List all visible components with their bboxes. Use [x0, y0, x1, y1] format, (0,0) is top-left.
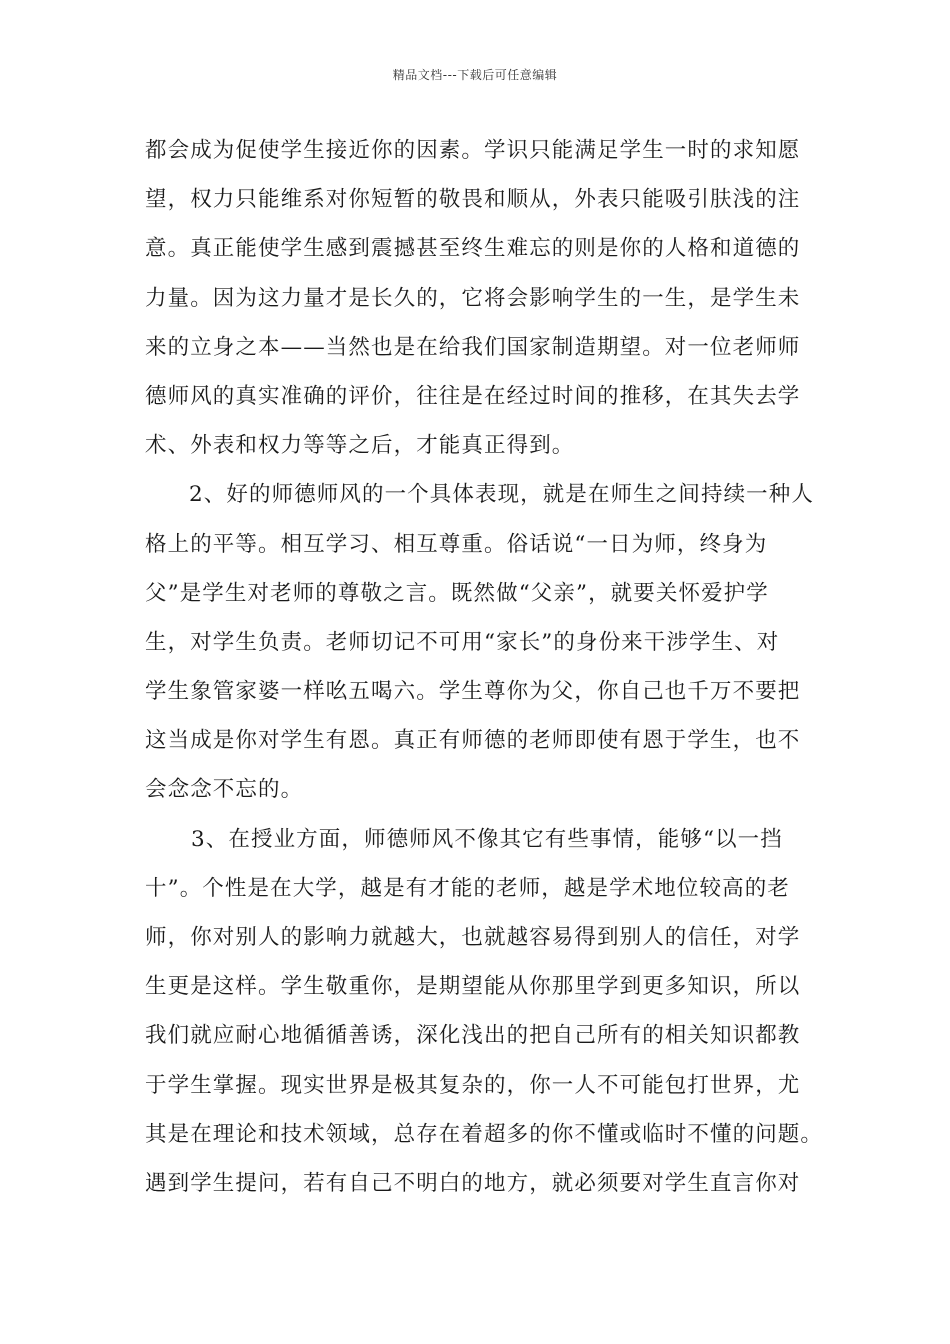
text-line: 十”。个性是在大学，越是有才能的老师，越是学术地位较高的老 — [145, 875, 790, 901]
text-line: 格上的平等。相互学习、相互尊重。俗话说“一日为师，终身为 — [145, 531, 768, 557]
text-line: 这当成是你对学生有恩。真正有师德的老师即使有恩于学生，也不 — [145, 728, 801, 754]
document-body — [145, 133, 824, 1215]
text-line: 力量。因为这力量才是长久的，它将会影响学生的一生，是学生未 — [145, 285, 801, 311]
text-line: 意。真正能使学生感到震撼甚至终生难忘的则是你的人格和道德的 — [145, 236, 801, 262]
text-line: 师，你对别人的影响力就越大，也就越容易得到别人的信任，对学 — [145, 925, 801, 950]
text-line: 2、好的师德师风的一个具体表现，就是在师生之间持续一种人 — [189, 482, 814, 508]
paragraph-2 — [145, 477, 817, 821]
text-line: 生，对学生负责。老师切记不可用“家长”的身份来干涉学生、对 — [145, 629, 780, 655]
text-line: 生更是这样。学生敬重你，是期望能从你那里学到更多知识，所以 — [145, 974, 801, 1000]
page-header: 精品文档---下载后可任意编辑 — [392, 68, 558, 82]
text-line: 3、在授业方面，师德师风不像其它有些事情，能够“以一挡 — [191, 826, 783, 852]
text-line: 父”是学生对老师的尊敬之言。既然做“父亲”，就要关怀爱护学 — [145, 580, 769, 606]
text-line: 德师风的真实准确的评价，往往是在经过时间的推移，在其失去学 — [145, 383, 801, 409]
text-line: 遇到学生提问，若有自己不明白的地方，就必须要对学生直言你对 — [145, 1170, 801, 1196]
text-line: 于学生掌握。现实世界是极其复杂的，你一人不可能包打世界，尤 — [145, 1072, 801, 1098]
paragraph-3 — [145, 822, 824, 1216]
text-line: 我们就应耐心地循循善诱，深化浅出的把自己所有的相关知识都教 — [145, 1023, 801, 1049]
paragraph-1 — [145, 133, 817, 477]
text-line: 术、外表和权力等等之后，才能真正得到。 — [145, 433, 575, 459]
text-line: 都会成为促使学生接近你的因素。学识只能满足学生一时的求知愿 — [145, 138, 801, 163]
text-line: 望，权力只能维系对你短暂的敬畏和顺从，外表只能吸引肤浅的注 — [145, 187, 801, 213]
text-line: 来的立身之本——当然也是在给我们国家制造期望。对一位老师师 — [145, 334, 801, 360]
text-line: 学生象管家婆一样吆五喝六。学生尊你为父，你自己也千万不要把 — [145, 679, 801, 705]
text-line: 会念念不忘的。 — [145, 777, 304, 803]
text-line: 其是在理论和技术领域，总存在着超多的你不懂或临时不懂的问题。 — [145, 1121, 824, 1147]
